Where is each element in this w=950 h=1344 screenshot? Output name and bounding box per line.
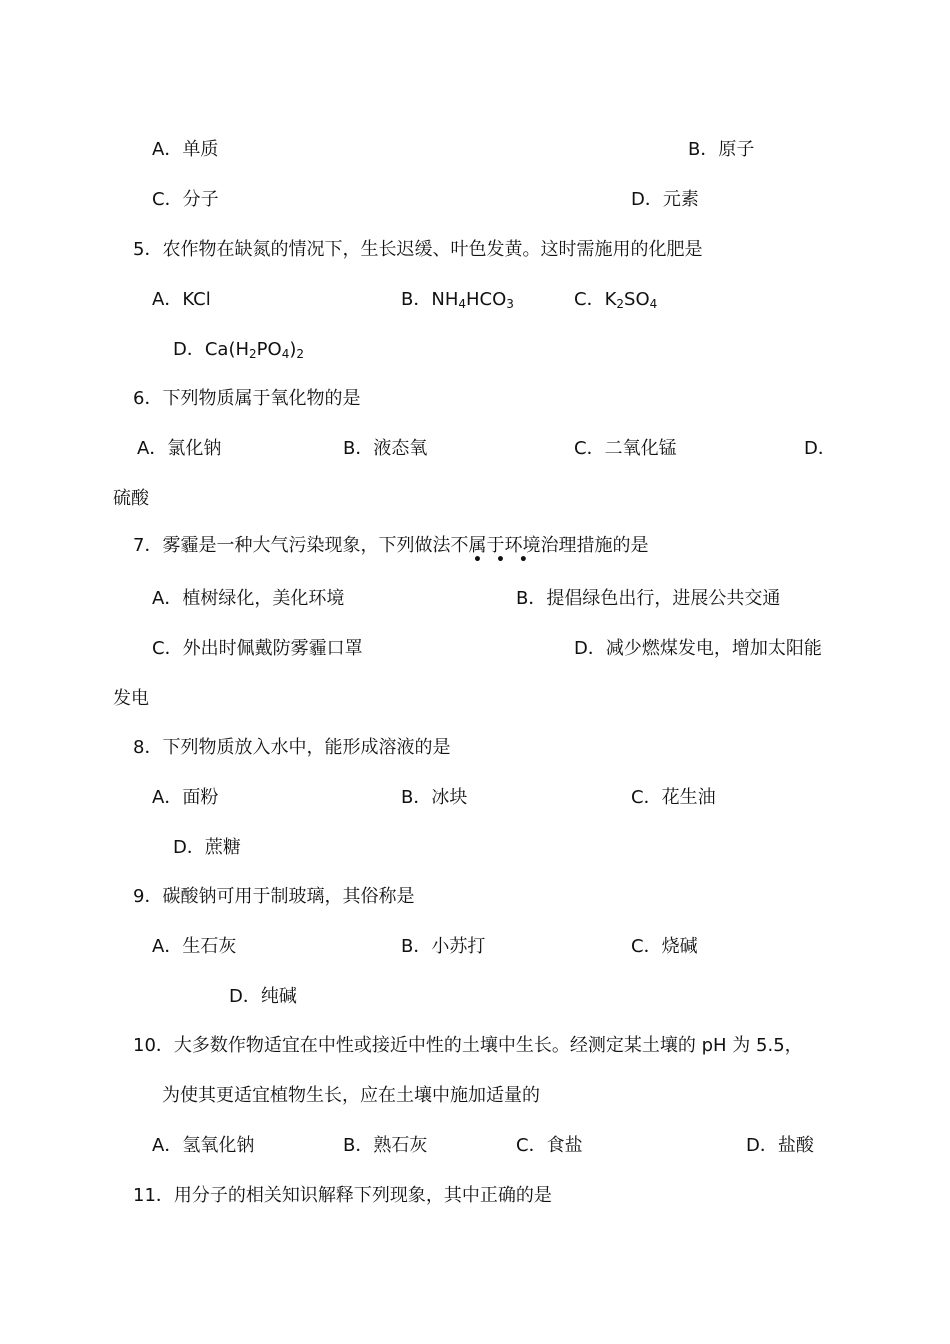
q8-option-c: C．花生油 (631, 787, 716, 808)
q8-option-a: A．面粉 (152, 787, 219, 808)
q8-option-d: D．蔗糖 (173, 837, 241, 858)
q10-stem-continued: 为使其更适宜植物生长，应在土壤中施加适量的 (162, 1085, 540, 1106)
q5-stem: 5．农作物在缺氮的情况下，生长迟缓、叶色发黄。这时需施用的化肥是 (133, 239, 703, 260)
q10-option-b: B．熟石灰 (343, 1135, 428, 1156)
q8-option-b: B．冰块 (401, 787, 468, 808)
q9-option-d: D．纯碱 (229, 986, 297, 1007)
q7-option-b: B．提倡绿色出行，进展公共交通 (516, 588, 781, 609)
q7-option-d-continued: 发电 (113, 688, 149, 709)
q4-option-c: C．分子 (152, 189, 219, 210)
q6-option-d: D． (804, 438, 836, 459)
q9-option-a: A．生石灰 (152, 936, 237, 957)
q7-option-c: C．外出时佩戴防雾霾口罩 (152, 638, 363, 659)
q7-option-a: A．植树绿化，美化环境 (152, 588, 345, 609)
q9-stem: 9．碳酸钠可用于制玻璃，其俗称是 (133, 886, 415, 907)
q6-stem: 6．下列物质属于氧化物的是 (133, 388, 361, 409)
q5-option-b: B．$NH_4HCO_3$ (401, 289, 514, 311)
q9-option-c: C．烧碱 (631, 936, 698, 957)
q10-option-c: C．食盐 (516, 1135, 583, 1156)
q7-option-d: D．减少燃煤发电，增加太阳能 (574, 638, 822, 659)
q9-option-b: B．小苏打 (401, 936, 486, 957)
q7-stem: 7．雾霾是一种大气污染现象，下列做法不属于环境治理措施的是 (133, 535, 649, 556)
q6-option-a: A．氯化钠 (137, 438, 222, 459)
q10-option-d: D．盐酸 (746, 1135, 814, 1156)
q4-option-d: D．元素 (631, 189, 699, 210)
q4-option-b: B．原子 (688, 139, 755, 160)
emphasis-dots: ••• (473, 552, 542, 568)
q5-option-a: A．KCl (152, 289, 211, 310)
q8-stem: 8．下列物质放入水中，能形成溶液的是 (133, 737, 451, 758)
q10-stem: 10．大多数作物适宜在中性或接近中性的土壤中生长。经测定某土壤的 pH 为 5.5， (133, 1035, 803, 1056)
q6-option-b: B．液态氧 (343, 438, 428, 459)
q10-option-a: A．氢氧化钠 (152, 1135, 255, 1156)
q11-stem: 11．用分子的相关知识解释下列现象，其中正确的是 (133, 1185, 552, 1206)
q4-option-a: A．单质 (152, 139, 219, 160)
q5-option-c: C．$K_2SO_4$ (574, 289, 658, 311)
q5-option-d: D．$Ca(H_2PO_4)_2$ (173, 339, 305, 361)
q6-option-d-continued: 硫酸 (113, 488, 149, 509)
q6-option-c: C．二氧化锰 (574, 438, 677, 459)
